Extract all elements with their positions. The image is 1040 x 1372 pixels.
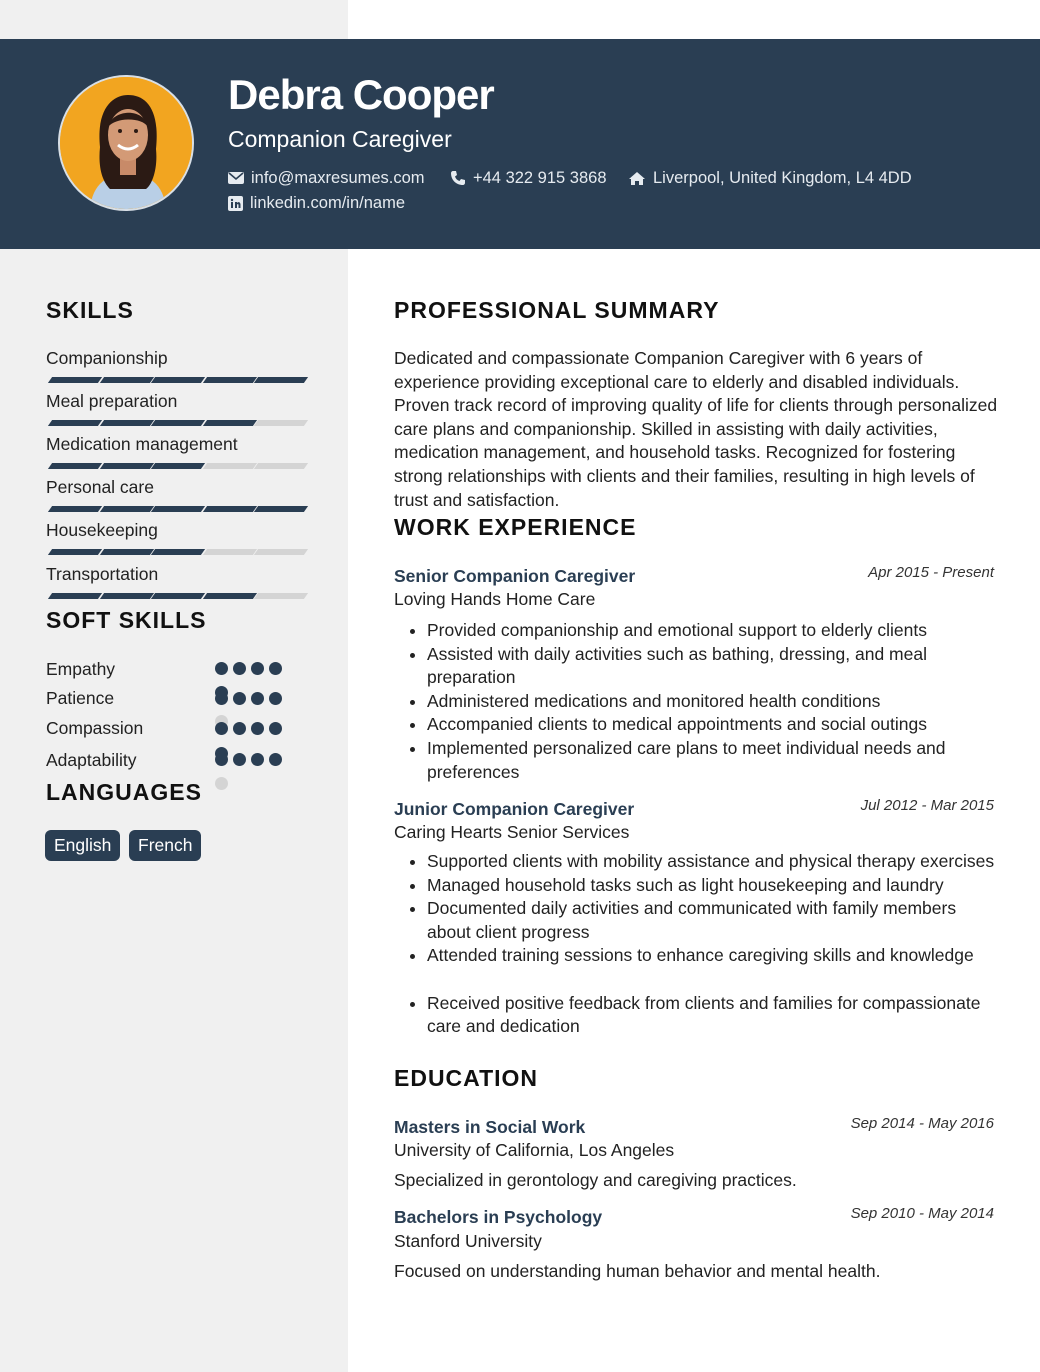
skill-segment-empty bbox=[202, 549, 256, 555]
skill-label: Companionship bbox=[46, 348, 168, 368]
skill-bar bbox=[46, 377, 302, 383]
phone-icon bbox=[450, 170, 466, 186]
language-chip-english: English bbox=[45, 830, 120, 861]
skill-segment-filled bbox=[151, 549, 205, 555]
education-description: Specialized in gerontology and caregiving practices. bbox=[394, 1170, 797, 1190]
degree-title: Masters in Social Work bbox=[394, 1117, 586, 1137]
rating-dot bbox=[269, 722, 282, 735]
summary-text: Dedicated and compassionate Companion Caregiver with 6 years of experience providing exceptional care to elderly and disabled individuals. Proven track record of improving quality of life for clients through personalized care plans and companionship. Skilled in assisting with daily activities, medication management, and household tasks. Recognized for fostering strong relationships with clients and their families, resulting in high levels of trust and satisfaction. bbox=[394, 348, 998, 510]
bullet-item: • Supported clients with mobility assistance and physical therapy exercises bbox=[427, 850, 999, 874]
skill-segment-filled bbox=[48, 506, 102, 512]
skill-label: Medication management bbox=[46, 434, 238, 454]
skill-segment-filled bbox=[254, 506, 308, 512]
bullet-item: • Accompanied clients to medical appointments and social outings bbox=[427, 713, 999, 737]
skill-segment-filled bbox=[151, 463, 205, 469]
bullet-item: • Implemented personalized care plans to meet individual needs and preferences bbox=[427, 737, 999, 784]
degree-title: Bachelors in Psychology bbox=[394, 1207, 603, 1227]
rating-dot bbox=[215, 753, 228, 766]
portrait-image bbox=[60, 77, 194, 211]
education-dates: Sep 2010 - May 2014 bbox=[850, 1205, 994, 1222]
skill-segment-filled bbox=[99, 420, 153, 426]
rating-dot bbox=[233, 692, 246, 705]
skill-segment-empty bbox=[254, 593, 308, 599]
skill-segment-filled bbox=[151, 506, 205, 512]
skill-label: Housekeeping bbox=[46, 520, 158, 540]
bullet-item: • Documented daily activities and communicated with family members about client progress bbox=[427, 897, 999, 944]
experience-heading: WORK EXPERIENCE bbox=[394, 514, 637, 540]
rating-dot bbox=[251, 662, 264, 675]
skill-bar bbox=[46, 463, 302, 469]
skill-segment-filled bbox=[48, 593, 102, 599]
linkedin-text: linkedin.com/in/name bbox=[250, 194, 405, 212]
phone-text: +44 322 915 3868 bbox=[473, 169, 607, 187]
home-icon bbox=[628, 171, 646, 186]
linkedin-icon bbox=[228, 196, 243, 211]
candidate-title: Companion Caregiver bbox=[228, 126, 452, 152]
rating-dot bbox=[233, 753, 246, 766]
bullet-item: • Managed household tasks such as light housekeeping and laundry bbox=[427, 874, 999, 898]
job-title: Junior Companion Caregiver bbox=[394, 799, 635, 819]
skill-segment-filled bbox=[202, 420, 256, 426]
header bbox=[0, 39, 1040, 249]
bullet-item: • Received positive feedback from clients and families for compassionate care and dedication bbox=[427, 992, 999, 1039]
soft-skill-label: Adaptability bbox=[46, 750, 137, 770]
bullet-item: • Assisted with daily activities such as bathing, dressing, and meal preparation bbox=[427, 643, 999, 690]
skill-label: Transportation bbox=[46, 564, 159, 584]
skill-segment-filled bbox=[48, 377, 102, 383]
skill-segment-filled bbox=[151, 377, 205, 383]
skill-segment-filled bbox=[99, 549, 153, 555]
skill-segment-filled bbox=[99, 593, 153, 599]
education-dates: Sep 2014 - May 2016 bbox=[850, 1115, 994, 1132]
envelope-icon bbox=[228, 172, 244, 184]
skill-segment-filled bbox=[48, 549, 102, 555]
rating-dot bbox=[269, 692, 282, 705]
skill-segment-filled bbox=[202, 506, 256, 512]
job-bullets bbox=[394, 619, 999, 784]
skill-bar bbox=[46, 549, 302, 555]
skill-bar bbox=[46, 420, 302, 426]
rating-dot bbox=[233, 722, 246, 735]
rating-dot bbox=[251, 753, 264, 766]
company-name: Loving Hands Home Care bbox=[394, 589, 596, 609]
job-dates: Apr 2015 - Present bbox=[868, 564, 994, 581]
school-name: Stanford University bbox=[394, 1231, 542, 1251]
skill-segment-filled bbox=[48, 463, 102, 469]
skill-bar bbox=[46, 506, 302, 512]
linkedin-contact[interactable] bbox=[228, 192, 405, 214]
rating-dot bbox=[233, 662, 246, 675]
skill-label: Meal preparation bbox=[46, 391, 178, 411]
skill-segment-filled bbox=[99, 463, 153, 469]
skill-segment-empty bbox=[254, 549, 308, 555]
bullet-item: • Attended training sessions to enhance caregiving skills and knowledge bbox=[427, 944, 999, 968]
soft-skill-label: Patience bbox=[46, 688, 115, 708]
job-dates: Jul 2012 - Mar 2015 bbox=[860, 797, 994, 814]
company-name: Caring Hearts Senior Services bbox=[394, 822, 630, 842]
skill-segment-empty bbox=[254, 420, 308, 426]
rating-dot bbox=[215, 722, 228, 735]
rating-dot bbox=[251, 722, 264, 735]
skill-segment-empty bbox=[202, 463, 256, 469]
email-text: info@maxresumes.com bbox=[251, 169, 425, 187]
skill-label: Personal care bbox=[46, 477, 154, 497]
soft-skills-heading: SOFT SKILLS bbox=[46, 607, 207, 633]
job-bullets bbox=[394, 850, 999, 1039]
avatar bbox=[58, 75, 194, 211]
candidate-name: Debra Cooper bbox=[228, 71, 494, 118]
soft-skill-label: Compassion bbox=[46, 718, 144, 738]
job-title: Senior Companion Caregiver bbox=[394, 566, 636, 586]
phone-contact[interactable] bbox=[450, 167, 607, 189]
skill-bar bbox=[46, 593, 302, 599]
skill-segment-filled bbox=[254, 377, 308, 383]
skill-segment-empty bbox=[254, 463, 308, 469]
skill-segment-filled bbox=[202, 377, 256, 383]
rating-dot bbox=[269, 753, 282, 766]
rating-dot bbox=[215, 662, 228, 675]
skill-segment-filled bbox=[202, 593, 256, 599]
skill-segment-filled bbox=[151, 593, 205, 599]
skill-segment-filled bbox=[99, 377, 153, 383]
bullet-item: • Provided companionship and emotional support to elderly clients bbox=[427, 619, 999, 643]
language-chip-french: French bbox=[129, 830, 201, 861]
languages-heading: LANGUAGES bbox=[46, 779, 202, 805]
rating-dot bbox=[269, 662, 282, 675]
address-contact bbox=[628, 167, 912, 189]
skills-heading: SKILLS bbox=[46, 297, 134, 323]
education-heading: EDUCATION bbox=[394, 1065, 539, 1091]
rating-dot bbox=[215, 692, 228, 705]
skill-segment-filled bbox=[99, 506, 153, 512]
soft-skill-label: Empathy bbox=[46, 659, 116, 679]
skill-segment-filled bbox=[48, 420, 102, 426]
rating-dot-empty bbox=[215, 777, 228, 790]
skill-segment-filled bbox=[151, 420, 205, 426]
school-name: University of California, Los Angeles bbox=[394, 1140, 675, 1160]
summary-heading: PROFESSIONAL SUMMARY bbox=[394, 297, 720, 323]
bullet-item: • Administered medications and monitored health conditions bbox=[427, 690, 999, 714]
email-contact[interactable] bbox=[228, 167, 425, 189]
rating-dot bbox=[251, 692, 264, 705]
education-description: Focused on understanding human behavior and mental health. bbox=[394, 1261, 881, 1281]
address-text: Liverpool, United Kingdom, L4 4DD bbox=[653, 169, 912, 187]
